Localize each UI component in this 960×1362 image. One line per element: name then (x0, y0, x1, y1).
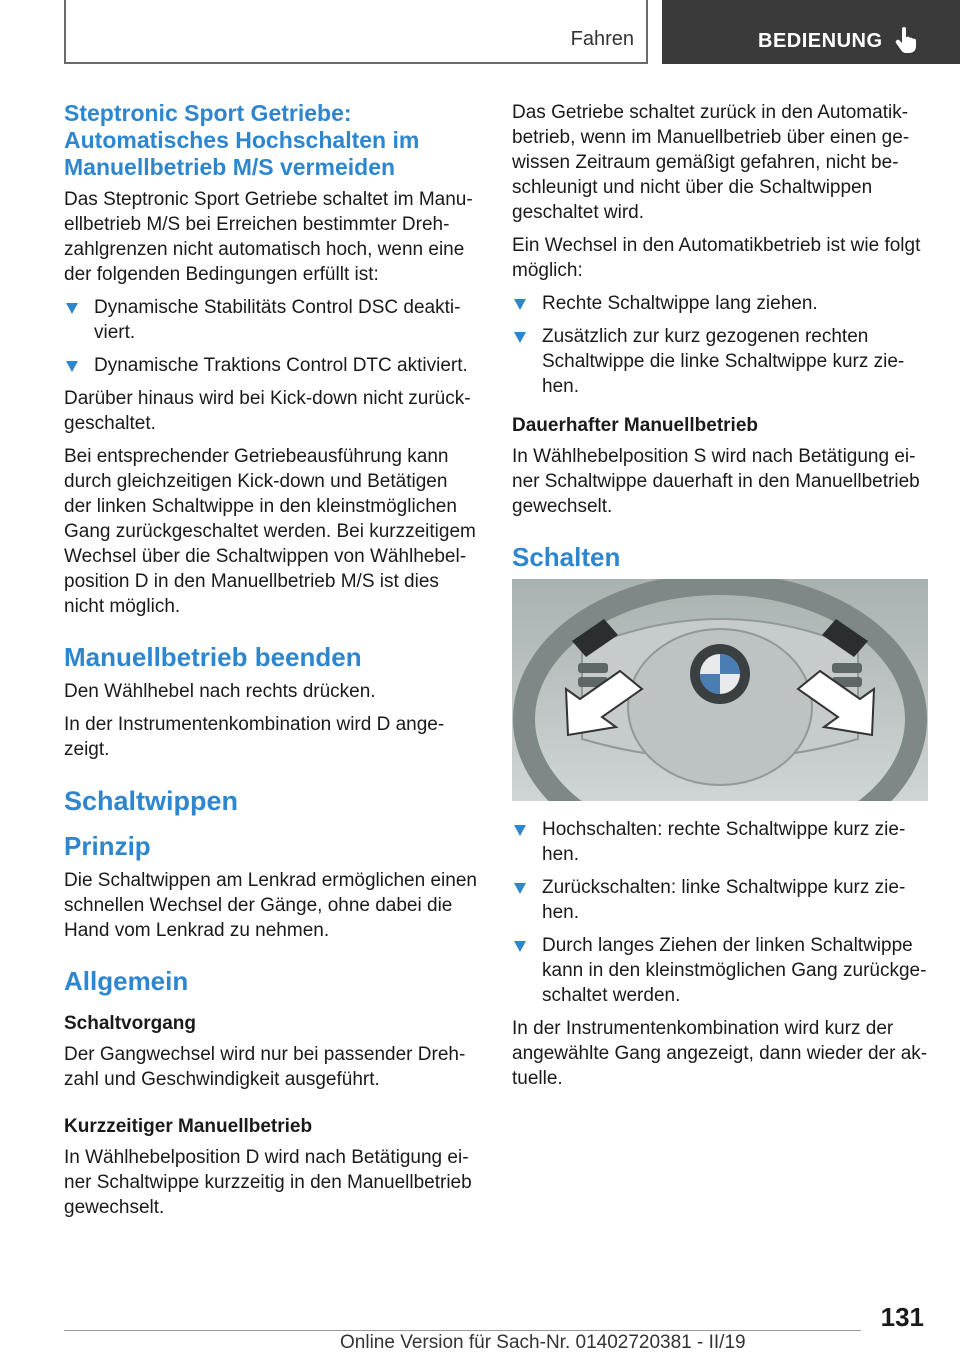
online-version-note: Online Version für Sach-Nr. 01402720381 - II/19 (340, 1332, 746, 1353)
right-column (512, 100, 928, 1099)
schaltvorgang-text: Der Gangwechsel wird nur bei passender Drehzahl und Geschwindigkeit ausgeführt. (64, 1044, 466, 1090)
beenden-display-text: In der Instrumentenkombination wird D angezeigt. (64, 714, 445, 760)
dauerhaft-heading: Dauerhafter Manuellbetrieb (512, 415, 758, 436)
steptronic-kickdown-text: Darüber hinaus wird bei Kick-down nicht zurückgeschaltet. (64, 388, 471, 434)
triangle-bullet-icon (514, 941, 526, 952)
left-column (64, 100, 480, 1228)
page-number: 131 (880, 1302, 924, 1332)
allgemein-heading: Allgemein (64, 966, 189, 996)
beenden-instruction: Den Wählhebel nach rechts drücken. (64, 681, 376, 702)
footer-divider (64, 1330, 861, 1331)
list-item: Durch langes Ziehen der linken Schaltwippe kann in den kleinstmöglichen Gang zurückgeschaltet werden. (512, 933, 928, 1008)
schaltvorgang-heading: Schaltvorgang (64, 1013, 196, 1034)
triangle-bullet-icon (514, 825, 526, 836)
list-item: Dynamische Stabilitäts Control DSC deaktiviert. (64, 295, 480, 345)
section-title: BEDIENUNG (758, 30, 883, 52)
gear-display-text: In der Instrumentenkombination wird kurz der angewählte Gang angezeigt, dann wieder der aktuelle. (512, 1018, 928, 1089)
beenden-heading: Manuellbetrieb beenden (64, 642, 362, 672)
chapter-title: Fahren (570, 28, 634, 50)
shift-instructions-list (512, 817, 928, 1008)
steptronic-detail-text: Bei entsprechender Getriebeausführung kann durch gleichzeitigen Kick-down und Betätigen der linken Schaltwippe in den kleinstmöglichen Gang zurückgeschaltet werden. Bei kurzzeitigem Wechsel über die Schaltwippen von Wählhebelposition D in den Manuellbetrieb M/S ist dies nicht möglich. (64, 446, 476, 617)
triangle-bullet-icon (514, 332, 526, 343)
chapter-tab (64, 0, 648, 64)
steptronic-intro: Das Steptronic Sport Getriebe schaltet im Manuellbetrieb M/S bei Erreichen bestimmter Drehzahlgrenzen nicht automatisch hoch, wenn eine der folgenden Bedingungen erfüllt ist: (64, 189, 473, 285)
kurzzeitig-heading: Kurzzeitiger Manuellbetrieb (64, 1116, 313, 1137)
schaltwippen-heading: Schaltwippen (64, 786, 239, 816)
automatik-return-text: Das Getriebe schaltet zurück in den Automatikbetrieb, wenn im Manuellbetrieb über einen gewissen Zeitraum gemäßigt gefahren, nicht beschleunigt und nicht über die Schaltwippen geschaltet wird. (512, 102, 910, 223)
automatik-switch-text: Ein Wechsel in den Automatikbetrieb ist wie folgt möglich: (512, 235, 921, 281)
triangle-bullet-icon (514, 299, 526, 310)
triangle-bullet-icon (514, 883, 526, 894)
pointing-hand-icon (894, 26, 918, 54)
automatik-switch-list (512, 291, 928, 399)
prinzip-text: Die Schaltwippen am Lenkrad ermöglichen einen schnellen Wechsel der Gänge, ohne dabei die Hand vom Lenkrad zu nehmen. (64, 870, 477, 941)
page-header (0, 0, 960, 66)
steering-wheel-shift-paddles-icon (512, 579, 928, 801)
list-item: Zurückschalten: linke Schaltwippe kurz ziehen. (512, 875, 928, 925)
list-item: Rechte Schaltwippe lang ziehen. (512, 291, 928, 316)
dauerhaft-text: In Wählhebelposition S wird nach Betätigung einer Schaltwippe dauerhaft in den Manuellbetrieb gewechselt. (512, 446, 920, 517)
section-tab (662, 0, 960, 64)
triangle-bullet-icon (66, 303, 78, 314)
kurzzeitig-text: In Wählhebelposition D wird nach Betätigung einer Schaltwippe kurzzeitig in den Manuellbetrieb gewechselt. (64, 1147, 472, 1218)
list-item: Hochschalten: rechte Schaltwippe kurz ziehen. (512, 817, 928, 867)
prinzip-heading: Prinzip (64, 831, 151, 861)
schalten-heading: Schalten (512, 542, 621, 572)
steptronic-heading: Steptronic Sport Getriebe: Automatisches Hochschalten im Manuellbetrieb M/S vermeiden (64, 100, 420, 180)
list-item: Zusätzlich zur kurz gezogenen rechten Schaltwippe die linke Schaltwippe kurz ziehen. (512, 324, 928, 399)
list-item: Dynamische Traktions Control DTC aktiviert. (64, 353, 480, 378)
steptronic-condition-list (64, 295, 480, 378)
triangle-bullet-icon (66, 361, 78, 372)
